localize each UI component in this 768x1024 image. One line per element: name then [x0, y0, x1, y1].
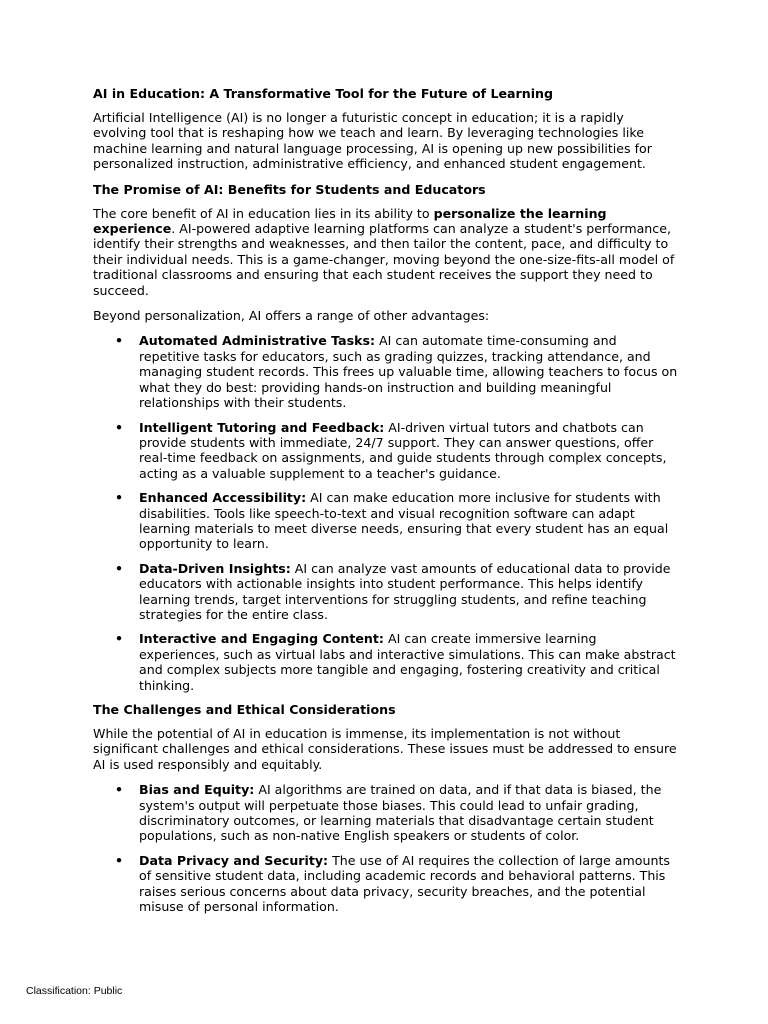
bullet-icon: •: [115, 852, 124, 868]
list-item: [93, 631, 678, 693]
list-item-label: Data-Driven Insights:: [139, 560, 291, 576]
document-title: AI in Education: A Transformative Tool for the Future of Learning: [93, 86, 554, 101]
list-item-text: AI can automate time-consuming and repetitive tasks for educators, such as grading quizzes, tracking attendance, and managing student records. This frees up valuable time, allowing teachers to focus on what they do best: providing hands-on instruction and building meaningful relationships with their students.: [139, 333, 678, 411]
list-item-label: Automated Administrative Tasks:: [139, 333, 376, 349]
advantages-list: [93, 333, 678, 693]
list-item-text: AI can make education more inclusive for students with disabilities. Tools like speech-to-text and visual recognition software can adapt learning materials to meet diverse needs, ensuring that every student has an equal opportunity to learn.: [139, 490, 669, 552]
list-item-label: Enhanced Accessibility:: [139, 490, 307, 506]
benefits-paragraph-prefix: The core benefit of AI in education lies in its ability to: [93, 205, 434, 221]
bullet-icon: •: [115, 333, 124, 349]
list-item: [93, 420, 678, 482]
list-item-text: The use of AI requires the collection of large amounts of sensitive student data, including academic records and behavioral patterns. This raises serious concerns about data privacy, security breaches, and the potential misuse of personal information.: [139, 852, 670, 915]
list-item: [93, 490, 678, 552]
section-heading-benefits: The Promise of AI: Benefits for Students and Educators: [93, 181, 486, 197]
list-item-text: AI algorithms are trained on data, and if that data is biased, the system's output will perpetuate those biases. This could lead to unfair grading, discriminatory outcomes, or learning materials that disadvantage certain student populations, such as non-native English speakers or students of color.: [139, 782, 662, 844]
bullet-icon: •: [115, 560, 124, 576]
list-item-text: AI-driven virtual tutors and chatbots can provide students with immediate, 24/7 support. They can answer questions, offer real-time feedback on assignments, and guide students through complex concepts, acting as a valuable supplement to a teacher's guidance.: [139, 419, 667, 481]
intro-paragraph: Artificial Intelligence (AI) is no longer a futuristic concept in education; it is a rapidly evolving tool that is reshaping how we teach and learn. By leveraging technologies like machine learning and natural language processing, AI is opening up new possibilities for personalized instruction, administrative efficiency, and enhanced student engagement.: [93, 110, 652, 172]
list-item: [93, 561, 678, 623]
benefits-paragraph-suffix: . AI-powered adaptive learning platforms can analyze a student's performance, identify their strengths and weaknesses, and then tailor the content, pace, and difficulty to their individual needs. This is a game-changer, moving beyond the one-size-fits-all model of traditional classrooms and ensuring that each student receives the support they need to succeed.: [93, 221, 675, 298]
challenges-paragraph: While the potential of AI in education is immense, its implementation is not without significant challenges and ethical considerations. These issues must be addressed to ensure AI is used responsibly and equitably.: [93, 726, 677, 772]
bullet-icon: •: [115, 419, 124, 435]
list-item: [93, 782, 678, 844]
list-item-label: Data Privacy and Security:: [139, 852, 329, 868]
list-item-text: AI can analyze vast amounts of educational data to provide educators with actionable insights into student performance. This helps identify learning trends, target interventions for struggling students, and refine teaching strategies for the entire class.: [139, 560, 671, 622]
bullet-icon: •: [115, 490, 124, 506]
list-item-label: Interactive and Engaging Content:: [139, 631, 384, 647]
benefits-paragraph: [93, 206, 678, 298]
section-heading-challenges: The Challenges and Ethical Considerations: [93, 702, 396, 717]
list-item: [93, 853, 678, 915]
classification-footer: Classification: Public: [26, 985, 123, 997]
list-item-label: Intelligent Tutoring and Feedback:: [139, 419, 385, 435]
list-item-label: Bias and Equity:: [139, 782, 255, 798]
bullet-icon: •: [115, 631, 124, 647]
challenges-list: [93, 782, 678, 914]
benefits-paragraph-emphasis: personalize the learning experience: [93, 205, 607, 237]
bullet-icon: •: [115, 782, 124, 798]
advantages-intro-paragraph: Beyond personalization, AI offers a range of other advantages:: [93, 308, 490, 324]
list-item-text: AI can create immersive learning experiences, such as virtual labs and interactive simulations. This can make abstract and complex subjects more tangible and engaging, fostering creativity and critical thinking.: [139, 631, 676, 693]
document-page: [93, 86, 678, 923]
list-item: [93, 333, 678, 410]
